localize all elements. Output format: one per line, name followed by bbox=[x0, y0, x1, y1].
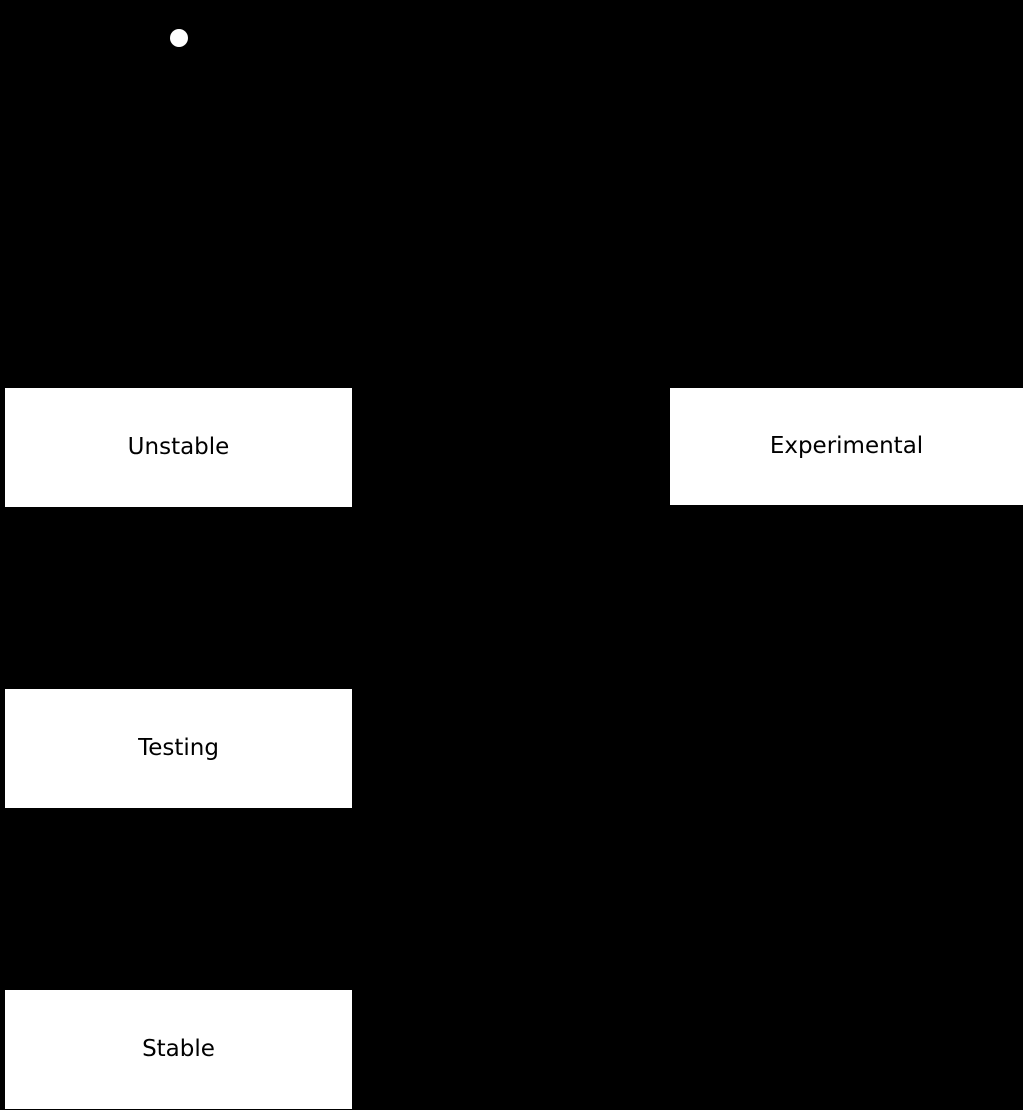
start-dot bbox=[170, 29, 188, 47]
node-stable-label: Stable bbox=[142, 1036, 215, 1062]
node-unstable-label: Unstable bbox=[127, 434, 230, 460]
node-experimental[interactable] bbox=[670, 388, 1023, 505]
node-testing[interactable] bbox=[5, 689, 352, 808]
node-stable[interactable] bbox=[5, 990, 352, 1109]
node-experimental-label: Experimental bbox=[769, 433, 924, 459]
node-unstable[interactable] bbox=[5, 388, 352, 507]
node-testing-label: Testing bbox=[138, 735, 219, 761]
